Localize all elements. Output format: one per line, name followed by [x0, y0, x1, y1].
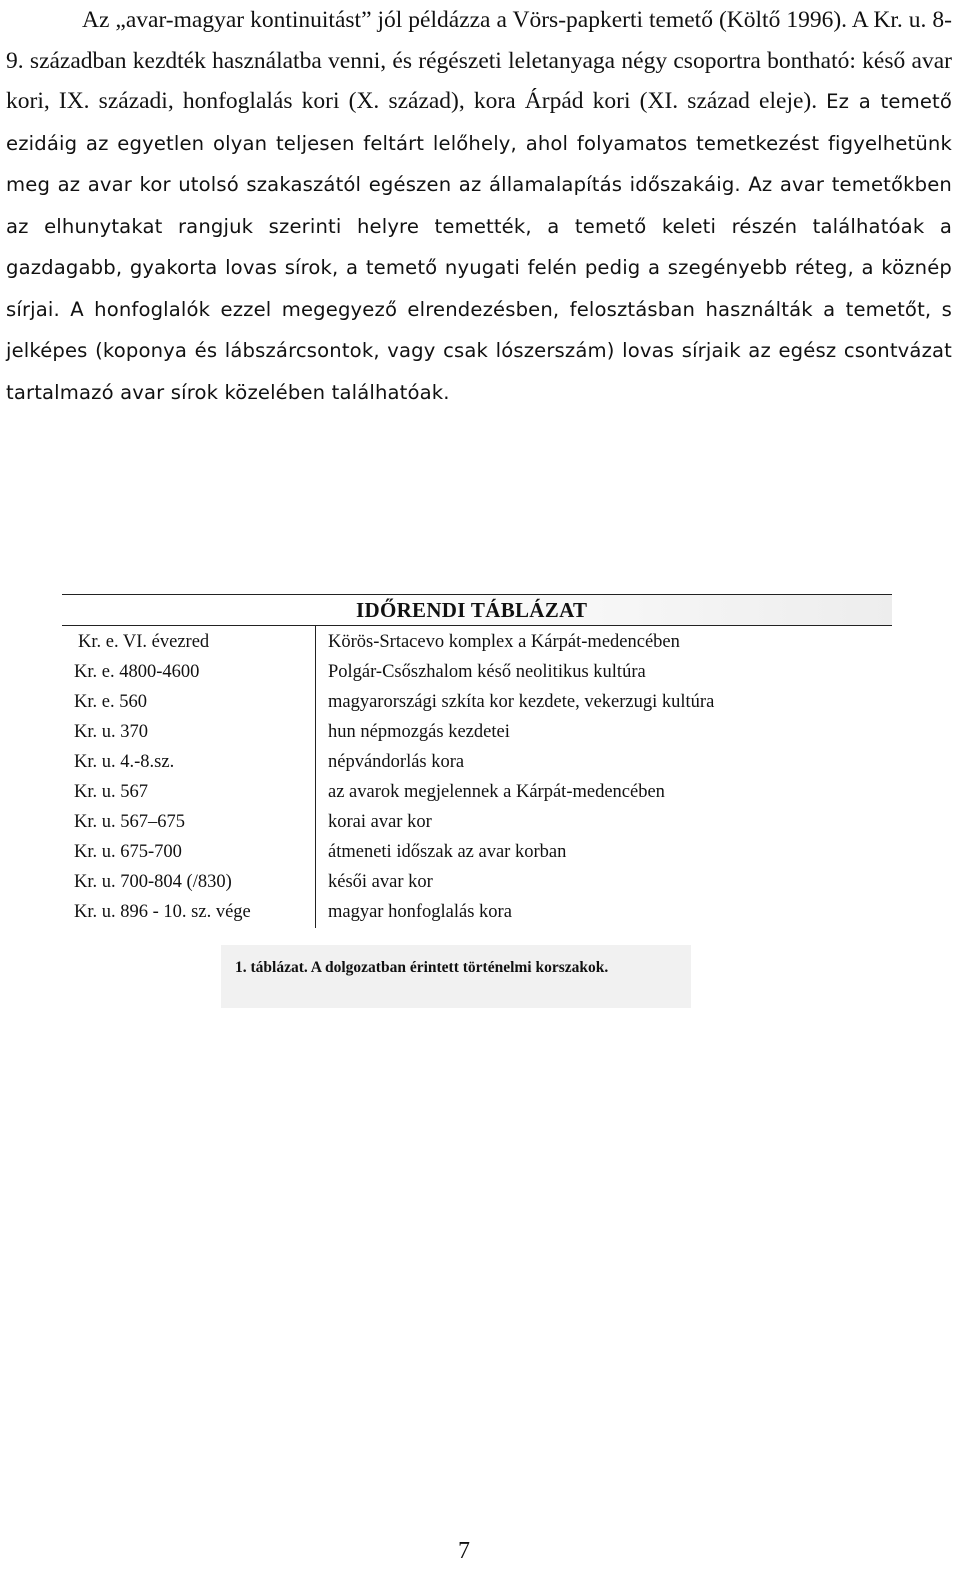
row-date: Kr. u. 567–675 [74, 812, 185, 832]
row-event: az avarok megjelennek a Kárpát-medencében [328, 782, 665, 802]
row-date: Kr. e. VI. évezred [78, 632, 210, 652]
row-event: késői avar kor [328, 872, 433, 892]
row-date: Kr. e. 560 [74, 692, 147, 712]
table-row [62, 746, 892, 776]
body-paragraph [6, 0, 952, 413]
table-row [62, 776, 892, 806]
chronology-table-header [62, 594, 892, 626]
page-number: 7 [458, 1538, 470, 1564]
row-date: Kr. u. 567 [74, 782, 148, 802]
row-date: Kr. u. 896 - 10. sz. vége [74, 902, 251, 922]
table-row [62, 626, 892, 656]
table-row [62, 686, 892, 716]
table-row [62, 656, 892, 686]
row-event: Polgár-Csőszhalom késő neolitikus kultúra [328, 662, 646, 682]
row-date: Kr. u. 4.-8.sz. [74, 752, 175, 772]
chronology-table-title: IDŐRENDI TÁBLÁZAT [356, 598, 588, 622]
paragraph-main-text: Ez a temető ezidáig az egyetlen olyan teljesen feltárt lelőhely, ahol folyamatos temetkezést figyelhetünk meg az avar kor utolsó szakaszától egészen az államalapítás időszakáig. Az avar temetőkben az elhunytakat rangjuk szerinti helyre temették, a temető keleti részén találhatóak a gazdagabb, gyakorta lovas sírok, a temető nyugati felén pedig a szegényebb réteg, a köznép sírjai. A honfoglalók ezzel megegyező elrendezésben, felosztásban használták a temetőt, s jelképes (koponya és lábszárcsontok, vagy csak lószerszám) lovas sírjaik az egész csontvázat tartalmazó avar sírok közelében találhatóak. [6, 90, 953, 404]
table-row [62, 836, 892, 866]
row-date: Kr. u. 700-804 (/830) [74, 872, 232, 892]
row-event: Körös-Srtacevo komplex a Kárpát-medencében [328, 632, 680, 652]
row-date: Kr. u. 675-700 [74, 842, 182, 862]
table-row [62, 806, 892, 836]
table-row [62, 866, 892, 896]
row-event: korai avar kor [328, 812, 432, 832]
row-event: átmeneti időszak az avar korban [328, 842, 567, 862]
row-date: Kr. u. 370 [74, 722, 148, 742]
row-date: Kr. e. 4800-4600 [74, 662, 200, 682]
table-caption: 1. táblázat. A dolgozatban érintett történelmi korszakok. [221, 945, 691, 1008]
row-event: népvándorlás kora [328, 752, 465, 772]
row-event: hun népmozgás kezdetei [328, 722, 510, 742]
row-event: magyarországi szkíta kor kezdete, vekerzugi kultúra [328, 692, 715, 712]
table-row [62, 716, 892, 746]
chronology-table-body [62, 626, 892, 926]
paragraph-intro-text: Az „avar-magyar kontinuitást” jól példázza a Vörs-papkerti temető (Költő 1996). A Kr. u. 8-9. században kezdték használatba venni, és régészeti leletanyaga négy csoportra bontható: késő avar kori, IX. századi, honfoglalás kori (X. század), kora Árpád kori (XI. század eleje). [6, 7, 952, 114]
chronology-table [62, 594, 892, 926]
row-event: magyar honfoglalás kora [328, 902, 512, 922]
table-row [62, 896, 892, 926]
